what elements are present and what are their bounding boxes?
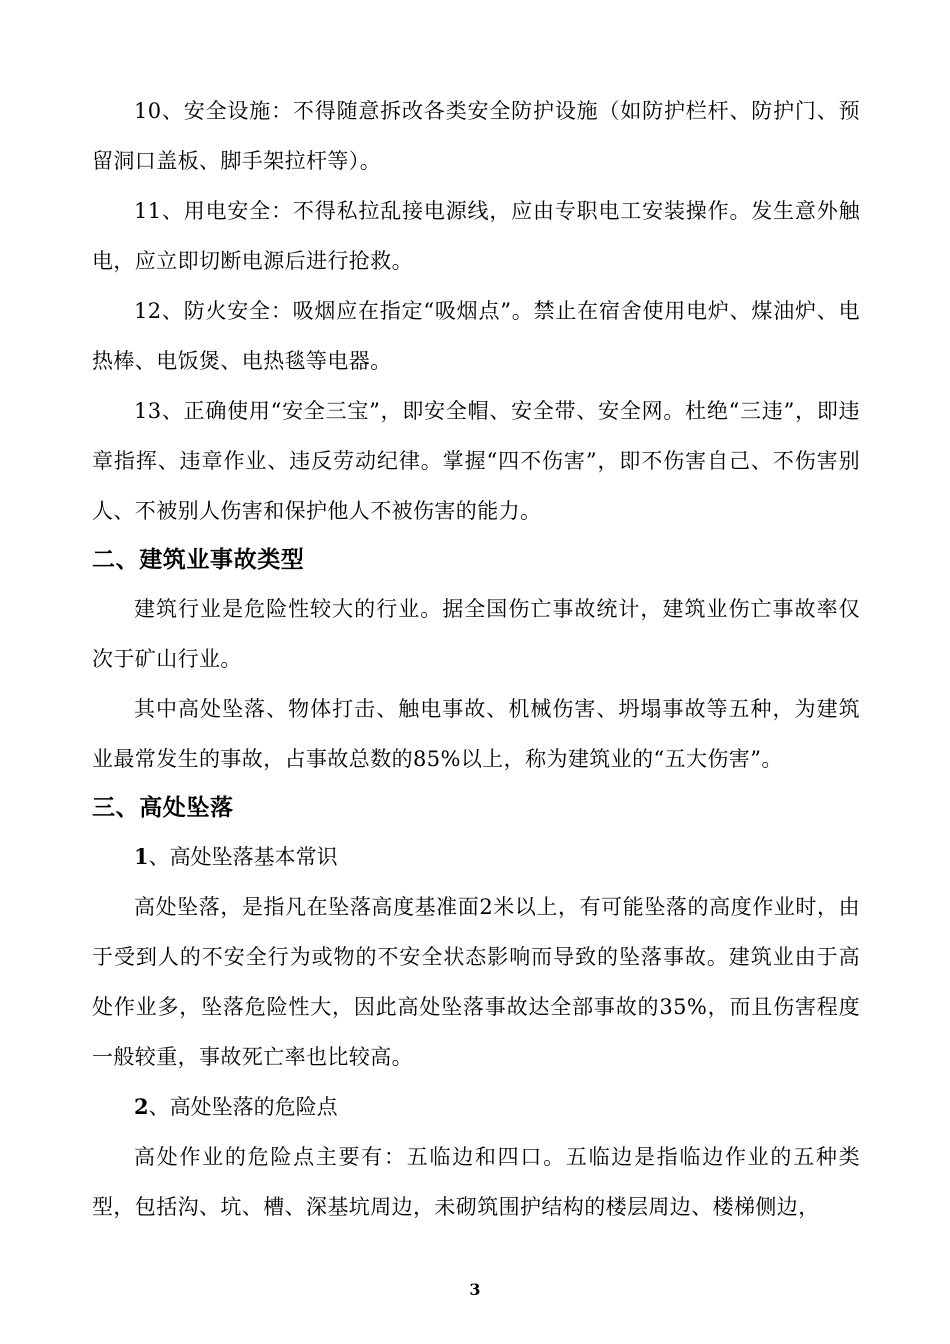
subheading-number: 2: [134, 1094, 149, 1119]
subheading-fall-danger-points: [92, 1082, 860, 1132]
paragraph-item-13: 13、正确使用“安全三宝”，即安全帽、安全带、安全网。杜绝“三违”，即违章指挥、违章作业、违反劳动纪律。掌握“四不伤害”，即不伤害自己、不伤害别人、不被别人伤害和保护他人不被伤害的能力。: [92, 399, 860, 523]
subheading-title: 、高处坠落的危险点: [148, 1095, 338, 1119]
subheading-fall-basics: [92, 832, 860, 882]
paragraph-fall-basics: 高处坠落，是指凡在坠落高度基准面2米以上，有可能坠落的高度作业时，由于受到人的不安全行为或物的不安全状态影响而导致的坠落事故。建筑业由于高处作业多，坠落危险性大，因此高处坠落事故达全部事故的35%，而且伤害程度一般较重，事故死亡率也比较高。: [92, 895, 860, 1069]
page-number: 3: [469, 1280, 481, 1299]
paragraph-five-injuries: 其中高处坠落、物体打击、触电事故、机械伤害、坍塌事故等五种，为建筑业最常发生的事故，占事故总数的85%以上，称为建筑业的“五大伤害”。: [92, 697, 860, 771]
paragraph-fall-danger-points: 高处作业的危险点主要有：五临边和四口。五临边是指临边作业的五种类型，包括沟、坑、槽、深基坑周边，未砌筑围护结构的楼层周边、楼梯侧边，: [92, 1145, 860, 1219]
section-heading-falls: 三、高处坠落: [92, 794, 234, 821]
subheading-number: 1: [134, 844, 149, 869]
paragraph-item-11: 11、用电安全：不得私拉乱接电源线，应由专职电工安装操作。发生意外触电，应立即切断电源后进行抢救。: [92, 199, 860, 273]
paragraph-item-12: 12、防火安全：吸烟应在指定“吸烟点”。禁止在宿舍使用电炉、煤油炉、电热棒、电饭煲、电热毯等电器。: [92, 299, 860, 373]
section-heading-accident-types: 二、建筑业事故类型: [92, 546, 305, 573]
document-page: [92, 86, 860, 1232]
subheading-title: 、高处坠落基本常识: [148, 845, 338, 869]
paragraph-accident-industry: 建筑行业是危险性较大的行业。据全国伤亡事故统计，建筑业伤亡事故率仅次于矿山行业。: [92, 597, 860, 671]
paragraph-item-10: 10、安全设施：不得随意拆改各类安全防护设施（如防护栏杆、防护门、预留洞口盖板、脚手架拉杆等）。: [92, 99, 860, 173]
